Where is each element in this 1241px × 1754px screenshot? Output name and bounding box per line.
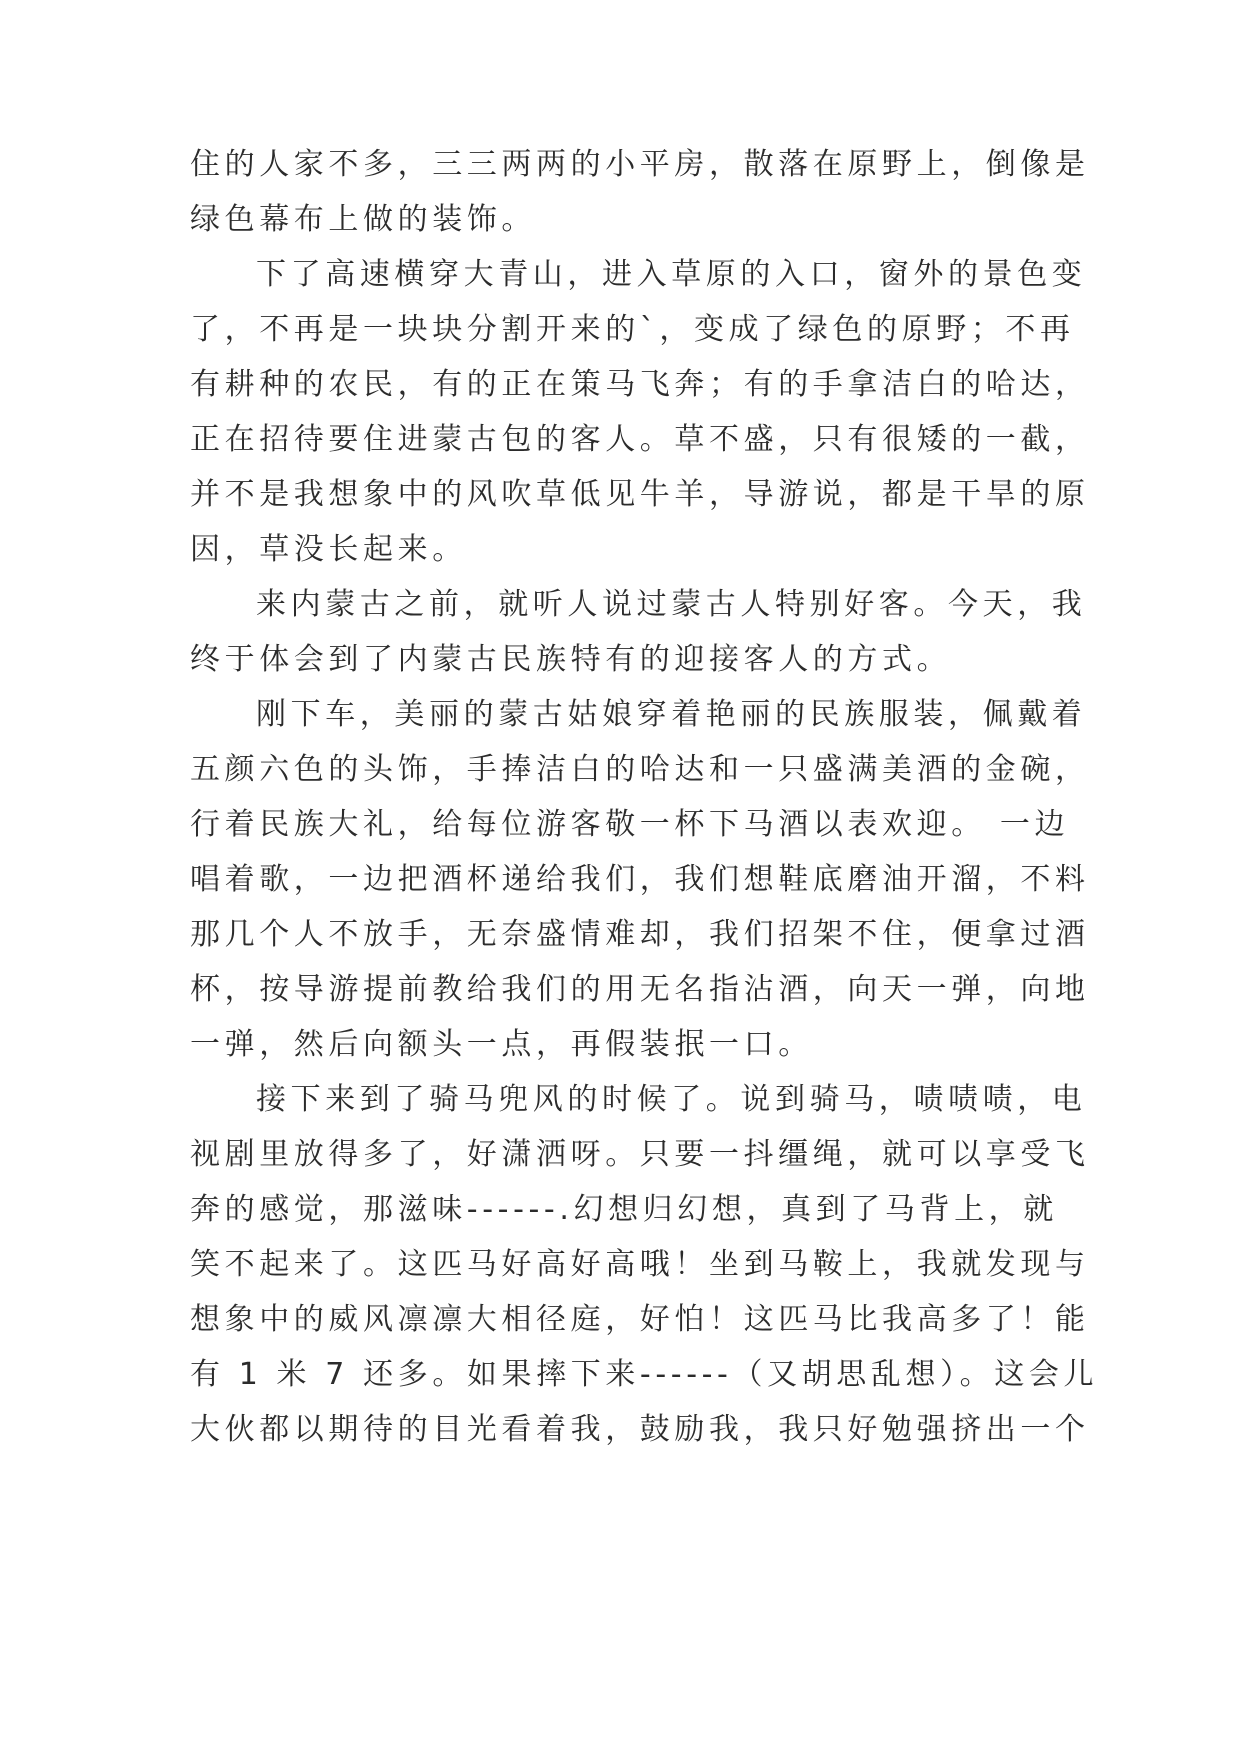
text-line: 视剧里放得多了，好潇洒呀。只要一抖缰绳，就可以享受飞 <box>190 1137 1090 1172</box>
text-line: 五颜六色的头饰，手捧洁白的哈达和一只盛满美酒的金碗， <box>190 752 1090 787</box>
text-line: 绿色幕布上做的装饰。 <box>190 202 536 237</box>
text-line: 笑不起来了。这匹马好高好高哦！坐到马鞍上，我就发现与 <box>190 1247 1090 1282</box>
text-line: 唱着歌，一边把酒杯递给我们，我们想鞋底磨油开溜，不料 <box>190 862 1090 897</box>
text-line: 那几个人不放手，无奈盛情难却，我们招架不住，便拿过酒 <box>190 917 1090 952</box>
text-line: 杯，按导游提前教给我们的用无名指沾酒，向天一弹，向地 <box>190 972 1090 1007</box>
paragraph-start-line: 来内蒙古之前，就听人说过蒙古人特别好客。今天，我 <box>256 587 1087 622</box>
text-line: 想象中的威风凛凛大相径庭，好怕！这匹马比我高多了！能 <box>190 1302 1090 1337</box>
paragraph-start-line: 刚下车，美丽的蒙古姑娘穿着艳丽的民族服装，佩戴着 <box>256 697 1087 732</box>
text-line: 终于体会到了内蒙古民族特有的迎接客人的方式。 <box>190 642 952 677</box>
text-line: 有 1 米 7 还多。如果摔下来------（又胡思乱想）。这会儿 <box>190 1357 1099 1392</box>
paragraph-start-line: 接下来到了骑马兜风的时候了。说到骑马，啧啧啧，电 <box>256 1082 1087 1117</box>
text-line: 正在招待要住进蒙古包的客人。草不盛，只有很矮的一截， <box>190 422 1090 457</box>
paragraph-start-line: 下了高速横穿大青山，进入草原的入口，窗外的景色变 <box>256 257 1087 292</box>
text-line: 一弹，然后向额头一点，再假装抿一口。 <box>190 1027 813 1062</box>
text-line: 并不是我想象中的风吹草低见牛羊，导游说，都是干旱的原 <box>190 477 1090 512</box>
text-line: 因，草没长起来。 <box>190 532 467 567</box>
text-line: 大伙都以期待的目光看着我，鼓励我，我只好勉强挤出一个 <box>190 1412 1090 1447</box>
text-line: 行着民族大礼，给每位游客敬一杯下马酒以表欢迎。 一边 <box>190 807 1070 842</box>
text-line: 奔的感觉，那滋味------.幻想归幻想，真到了马背上，就 <box>190 1192 1058 1227</box>
text-line: 了，不再是一块块分割开来的`，变成了绿色的原野；不再 <box>190 312 1075 347</box>
text-line: 住的人家不多，三三两两的小平房，散落在原野上，倒像是 <box>190 147 1090 182</box>
text-line: 有耕种的农民，有的正在策马飞奔；有的手拿洁白的哈达， <box>190 367 1090 402</box>
